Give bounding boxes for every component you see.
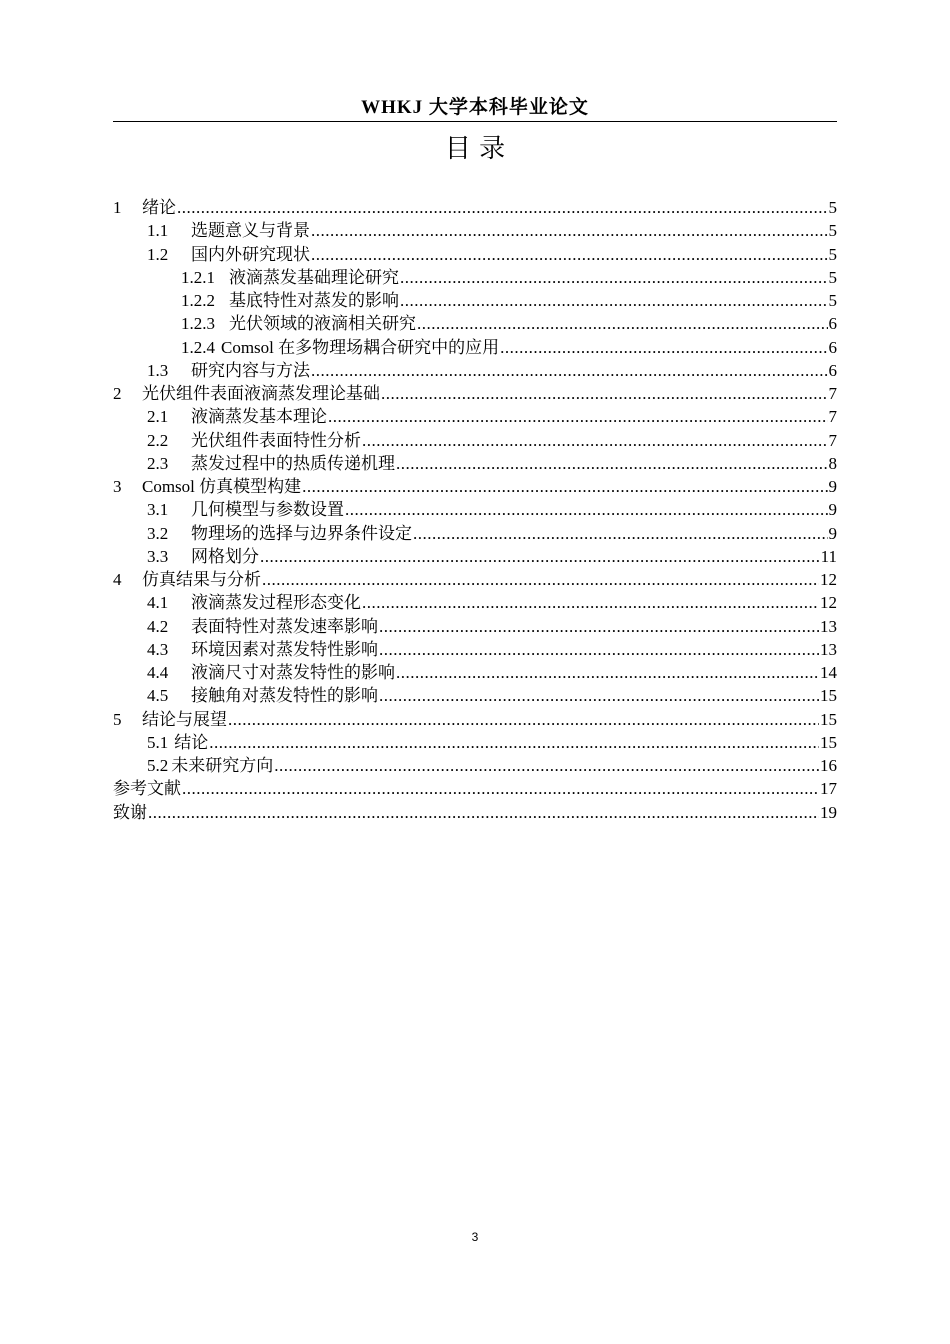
toc-entry[interactable] xyxy=(113,336,837,359)
toc-entry-page: 13 xyxy=(820,639,837,659)
toc-entry[interactable] xyxy=(113,754,837,777)
toc-entry-page: 5 xyxy=(828,291,837,310)
toc-dot-leader xyxy=(379,615,819,638)
toc-dot-leader xyxy=(177,196,828,219)
toc-entry-title: 未来研究方向 xyxy=(171,756,274,775)
toc-entry-number: 4.2 xyxy=(147,616,169,636)
toc-entry-title: 蒸发过程中的热质传递机理 xyxy=(191,453,395,473)
toc-dot-leader xyxy=(396,661,819,684)
toc-dot-leader xyxy=(362,429,828,452)
toc-entry-number: 4.5 xyxy=(147,686,169,706)
toc-entry-page: 15 xyxy=(820,709,837,729)
toc-entry-page: 5 xyxy=(828,244,837,264)
toc-dot-leader xyxy=(400,266,828,289)
toc-entry[interactable] xyxy=(113,382,837,405)
toc-entry[interactable] xyxy=(113,591,837,614)
toc-entry-title: Comsol 仿真模型构建 xyxy=(142,477,302,496)
toc-entry-title: 液滴蒸发基础理论研究 xyxy=(229,267,399,287)
toc-entry-number: 4.4 xyxy=(147,663,169,682)
toc-entry-number: 2.3 xyxy=(147,453,169,473)
toc-dot-leader xyxy=(328,405,828,428)
toc-entry-page: 5 xyxy=(828,221,837,241)
toc-entry[interactable] xyxy=(113,801,837,824)
toc-dot-leader xyxy=(500,336,827,359)
toc-dot-leader xyxy=(345,498,828,521)
header-divider xyxy=(113,121,837,122)
toc-dot-leader xyxy=(400,289,828,312)
toc-entry-title: 接触角对蒸发特性的影响 xyxy=(191,686,378,706)
toc-entry-page: 9 xyxy=(828,500,837,520)
toc-entry[interactable] xyxy=(113,196,837,219)
toc-dot-leader xyxy=(274,754,819,777)
toc-entry-page: 19 xyxy=(820,802,837,822)
toc-dot-leader xyxy=(311,219,828,242)
toc-entry[interactable] xyxy=(113,312,837,335)
toc-dot-leader xyxy=(379,638,819,661)
toc-entry[interactable] xyxy=(113,452,837,475)
toc-entry[interactable] xyxy=(113,545,837,568)
toc-entry-page: 7 xyxy=(828,407,837,427)
toc-entry-page: 12 xyxy=(820,570,837,589)
toc-entry[interactable] xyxy=(113,568,837,591)
toc-entry[interactable] xyxy=(113,684,837,707)
toc-entry-page: 7 xyxy=(828,384,837,403)
toc-entry-title: 网格划分 xyxy=(191,546,259,566)
toc-entry[interactable] xyxy=(113,638,837,661)
toc-entry-number: 3.1 xyxy=(147,500,169,520)
toc-dot-leader xyxy=(228,708,819,731)
toc-entry-number: 1.1 xyxy=(147,221,169,241)
toc-dot-leader xyxy=(302,475,827,498)
toc-entry-title: 选题意义与背景 xyxy=(191,221,310,241)
toc-entry[interactable] xyxy=(113,498,837,521)
toc-entry-title: 环境因素对蒸发特性影响 xyxy=(191,639,378,659)
toc-entry-title: 表面特性对蒸发速率影响 xyxy=(191,616,378,636)
toc-entry-page: 11 xyxy=(820,546,837,566)
toc-dot-leader xyxy=(311,359,828,382)
toc-dot-leader xyxy=(209,731,819,754)
toc-dot-leader xyxy=(262,568,819,591)
toc-entry-page: 13 xyxy=(820,616,837,636)
toc-entry-title: 仿真结果与分析 xyxy=(142,570,261,589)
toc-entry-page: 8 xyxy=(828,453,837,473)
toc-entry[interactable] xyxy=(113,429,837,452)
toc-entry-number: 1.2.3 xyxy=(181,314,215,334)
toc-entry-title: 几何模型与参数设置 xyxy=(191,500,344,520)
toc-entry-page: 7 xyxy=(828,430,837,450)
toc-entry-number: 1.2.1 xyxy=(181,267,215,287)
toc-entry[interactable] xyxy=(113,777,837,800)
toc-entry-title: 致谢 xyxy=(113,802,147,822)
toc-entry-page: 15 xyxy=(820,686,837,706)
toc-entry-title: 物理场的选择与边界条件设定 xyxy=(191,523,412,543)
toc-entry-number: 2 xyxy=(113,384,122,403)
toc-dot-leader xyxy=(311,243,828,266)
toc-entry-page: 16 xyxy=(820,756,837,775)
toc-entry-number: 1.2.4 xyxy=(181,337,215,357)
toc-dot-leader xyxy=(417,312,828,335)
toc-entry[interactable] xyxy=(113,522,837,545)
page-title: 目 录 xyxy=(444,134,506,164)
toc-dot-leader xyxy=(182,777,819,800)
toc-entry-title: 光伏领域的液滴相关研究 xyxy=(229,314,416,334)
toc-entry-title: 国内外研究现状 xyxy=(191,244,310,264)
toc-entry-page: 14 xyxy=(820,663,837,682)
toc-entry-page: 6 xyxy=(828,314,837,334)
toc-entry-number: 2.1 xyxy=(147,407,169,427)
toc-entry-page: 6 xyxy=(828,337,837,357)
toc-entry-title: 液滴尺寸对蒸发特性的影响 xyxy=(191,663,395,682)
toc-entry-number: 1.2.2 xyxy=(181,291,215,310)
toc-entry[interactable] xyxy=(113,731,837,754)
toc-entry-title: 绪论 xyxy=(142,198,176,217)
table-of-contents xyxy=(113,196,837,824)
toc-entry-title: 光伏组件表面液滴蒸发理论基础 xyxy=(142,384,380,403)
toc-entry-number: 3.2 xyxy=(147,523,169,543)
toc-entry-number: 3.3 xyxy=(147,546,169,566)
toc-entry-page: 17 xyxy=(820,779,837,799)
toc-entry-number: 1.2 xyxy=(147,244,169,264)
toc-entry-number: 5.1 xyxy=(147,732,169,752)
toc-entry[interactable] xyxy=(113,708,837,731)
toc-entry-title: 结论与展望 xyxy=(142,709,227,729)
toc-entry-title: 光伏组件表面特性分析 xyxy=(191,430,361,450)
toc-dot-leader xyxy=(413,522,828,545)
toc-entry-number: 5.2 xyxy=(147,756,169,775)
toc-entry[interactable] xyxy=(113,289,837,312)
toc-entry[interactable] xyxy=(113,405,837,428)
toc-entry-number: 2.2 xyxy=(147,430,169,450)
toc-entry-page: 12 xyxy=(820,593,837,613)
toc-entry[interactable] xyxy=(113,266,837,289)
toc-entry-page: 9 xyxy=(828,523,837,543)
toc-entry-title: 液滴蒸发过程形态变化 xyxy=(191,593,361,613)
toc-entry-title: 参考文献 xyxy=(113,779,181,799)
toc-entry-page: 15 xyxy=(820,732,837,752)
toc-entry[interactable] xyxy=(113,243,837,266)
toc-entry-title: 研究内容与方法 xyxy=(191,360,310,380)
toc-dot-leader xyxy=(381,382,828,405)
toc-entry-page: 6 xyxy=(828,360,837,380)
toc-entry-number: 4.3 xyxy=(147,639,169,659)
toc-entry-page: 5 xyxy=(828,198,837,217)
toc-entry[interactable] xyxy=(113,359,837,382)
toc-entry-number: 5 xyxy=(113,709,122,729)
toc-dot-leader xyxy=(148,801,819,824)
toc-entry-page: 9 xyxy=(828,477,837,496)
page-number: 3 xyxy=(471,1230,479,1244)
toc-dot-leader xyxy=(362,591,819,614)
toc-entry-number: 3 xyxy=(113,477,122,496)
toc-entry-title: Comsol 在多物理场耦合研究中的应用 xyxy=(221,337,500,357)
toc-entry-number: 4.1 xyxy=(147,593,169,613)
toc-entry[interactable] xyxy=(113,219,837,242)
toc-dot-leader xyxy=(396,452,828,475)
running-header: WHKJ 大学本科毕业论文 xyxy=(361,97,589,118)
toc-entry-page: 5 xyxy=(828,267,837,287)
toc-entry-number: 1 xyxy=(113,198,122,217)
toc-dot-leader xyxy=(379,684,819,707)
toc-entry[interactable] xyxy=(113,661,837,684)
toc-entry-number: 1.3 xyxy=(147,360,169,380)
toc-entry-title: 基底特性对蒸发的影响 xyxy=(229,291,399,310)
toc-entry[interactable] xyxy=(113,475,837,498)
toc-entry[interactable] xyxy=(113,615,837,638)
toc-entry-title: 结论 xyxy=(174,732,209,752)
toc-dot-leader xyxy=(260,545,820,568)
toc-entry-title: 液滴蒸发基本理论 xyxy=(191,407,327,427)
toc-entry-number: 4 xyxy=(113,570,122,589)
